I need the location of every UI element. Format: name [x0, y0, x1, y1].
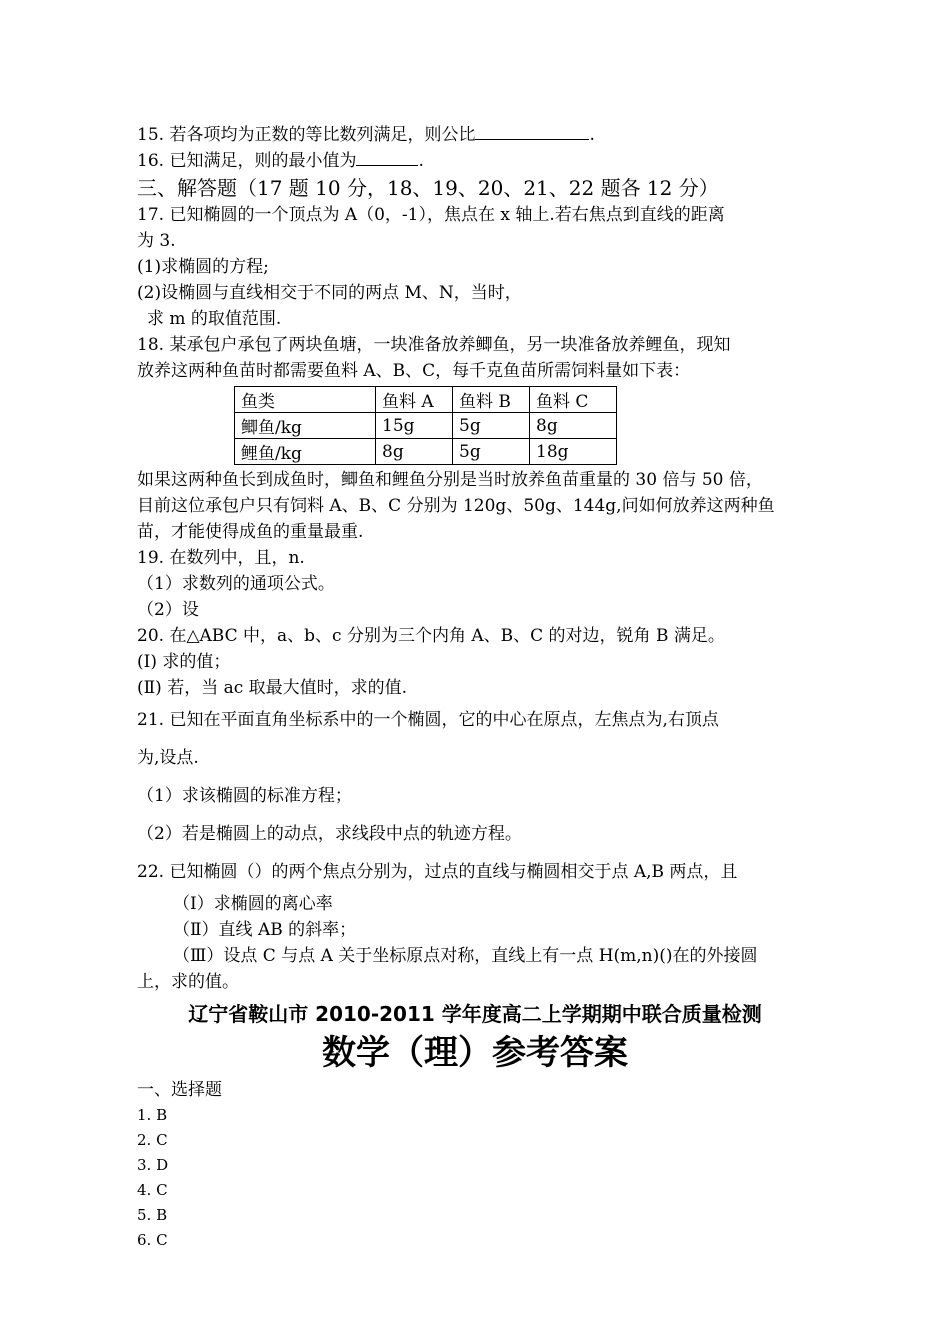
answer-item: 2. C — [137, 1131, 168, 1149]
q18-after-line2: 目前这位承包户只有饲料 A、B、C 分别为 120g、50g、144g,问如何放养这两种鱼 — [137, 496, 775, 516]
table-header-cell: 鱼类 — [235, 387, 376, 413]
q22-part1: （Ⅰ）求椭圆的离心率 — [173, 894, 333, 914]
table-cell: 18g — [530, 439, 617, 465]
q21-line1: 21. 已知在平面直角坐标系中的一个椭圆，它的中心在原点，左焦点为,右顶点 — [137, 710, 719, 730]
document-page — [137, 122, 827, 1253]
q21-part2: （2）若是椭圆上的动点，求线段中点的轨迹方程。 — [137, 824, 522, 844]
table-row — [235, 413, 617, 439]
question-15 — [137, 122, 827, 148]
table-cell: 8g — [376, 439, 453, 465]
answer-item: 5. B — [137, 1206, 168, 1224]
q18-line2: 放养这两种鱼苗时都需要鱼料 A、B、C，每千克鱼苗所需饲料量如下表： — [137, 361, 691, 381]
q22-part3: （Ⅲ）设点 C 与点 A 关于坐标原点对称，直线上有一点 H(m,n)()在的外接圆 — [173, 946, 758, 966]
q21-line2: 为,设点. — [137, 748, 199, 768]
q20-part1: (Ⅰ) 求的值； — [137, 652, 231, 672]
q15-text: 15. 若各项均为正数的等比数列满足，则公比 — [137, 125, 476, 145]
q15-answer-blank — [475, 123, 589, 140]
table-cell: 5g — [453, 413, 530, 439]
q22-part2: （Ⅱ）直线 AB 的斜率； — [173, 920, 357, 940]
table-header-cell: 鱼料 C — [530, 387, 617, 413]
table-cell: 鲫鱼/kg — [235, 413, 376, 439]
table-cell: 鲤鱼/kg — [235, 439, 376, 465]
q19-part2: （2）设 — [137, 600, 199, 620]
q20-part2: (Ⅱ) 若，当 ac 取最大值时，求的值. — [137, 678, 408, 698]
table-cell: 8g — [530, 413, 617, 439]
q21-part1: （1）求该椭圆的标准方程； — [137, 786, 352, 806]
q20-line: 20. 在△ABC 中，a、b、c 分别为三个内角 A、B、C 的对边，锐角 B 满足。 — [137, 626, 725, 646]
table-header-row — [235, 387, 617, 413]
q19-part1: （1）求数列的通项公式。 — [137, 574, 335, 594]
q15-end: . — [589, 125, 595, 145]
q18-after-line1: 如果这两种鱼长到成鱼时，鲫鱼和鲤鱼分别是当时放养鱼苗重量的 30 倍与 50 倍， — [137, 470, 763, 490]
answer-item: 6. C — [137, 1231, 168, 1249]
q22-line: 22. 已知椭圆（）的两个焦点分别为，过点的直线与椭圆相交于点 A,B 两点，且 — [137, 862, 738, 882]
q22-part3-cont: 上，求的值。 — [137, 972, 239, 992]
table-cell: 15g — [376, 413, 453, 439]
answer-item: 1. B — [137, 1106, 168, 1124]
answer-item: 3. D — [137, 1156, 169, 1174]
answer-key-title: 辽宁省鞍山市 2010-2011 学年度高二上学期期中联合质量检测 — [188, 1002, 762, 1026]
q17-part2: (2)设椭圆与直线相交于不同的两点 M、N，当时， — [137, 283, 522, 303]
answer-section-1: 一、选择题 — [137, 1080, 222, 1100]
q17-part2-cont: 求 m 的取值范围. — [147, 309, 282, 329]
q18-line1: 18. 某承包户承包了两块鱼塘，一块准备放养鲫鱼，另一块准备放养鲤鱼，现知 — [137, 335, 731, 355]
question-16 — [137, 148, 827, 174]
q17-line1: 17. 已知椭圆的一个顶点为 A（0，-1），焦点在 x 轴上.若右焦点到直线的距离 — [137, 205, 725, 225]
fish-feed-table — [234, 386, 617, 465]
section-3-heading: 三、解答题（17 题 10 分，18、19、20、21、22 题各 12 分） — [137, 176, 719, 200]
table-header-cell: 鱼料 B — [453, 387, 530, 413]
q16-answer-blank — [356, 149, 418, 166]
table-row — [235, 439, 617, 465]
q16-text: 16. 已知满足，则的最小值为 — [137, 151, 357, 171]
q17-part1: (1)求椭圆的方程; — [137, 257, 269, 277]
q18-after-line3: 苗，才能使得成鱼的重量最重. — [137, 522, 364, 542]
q17-line2: 为 3. — [137, 231, 176, 251]
q16-end: . — [418, 151, 424, 171]
answer-key-subtitle: 数学（理）参考答案 — [322, 1033, 628, 1073]
table-cell: 5g — [453, 439, 530, 465]
answer-item: 4. C — [137, 1181, 168, 1199]
q19-line: 19. 在数列中，且，n. — [137, 548, 305, 568]
table-header-cell: 鱼料 A — [376, 387, 453, 413]
